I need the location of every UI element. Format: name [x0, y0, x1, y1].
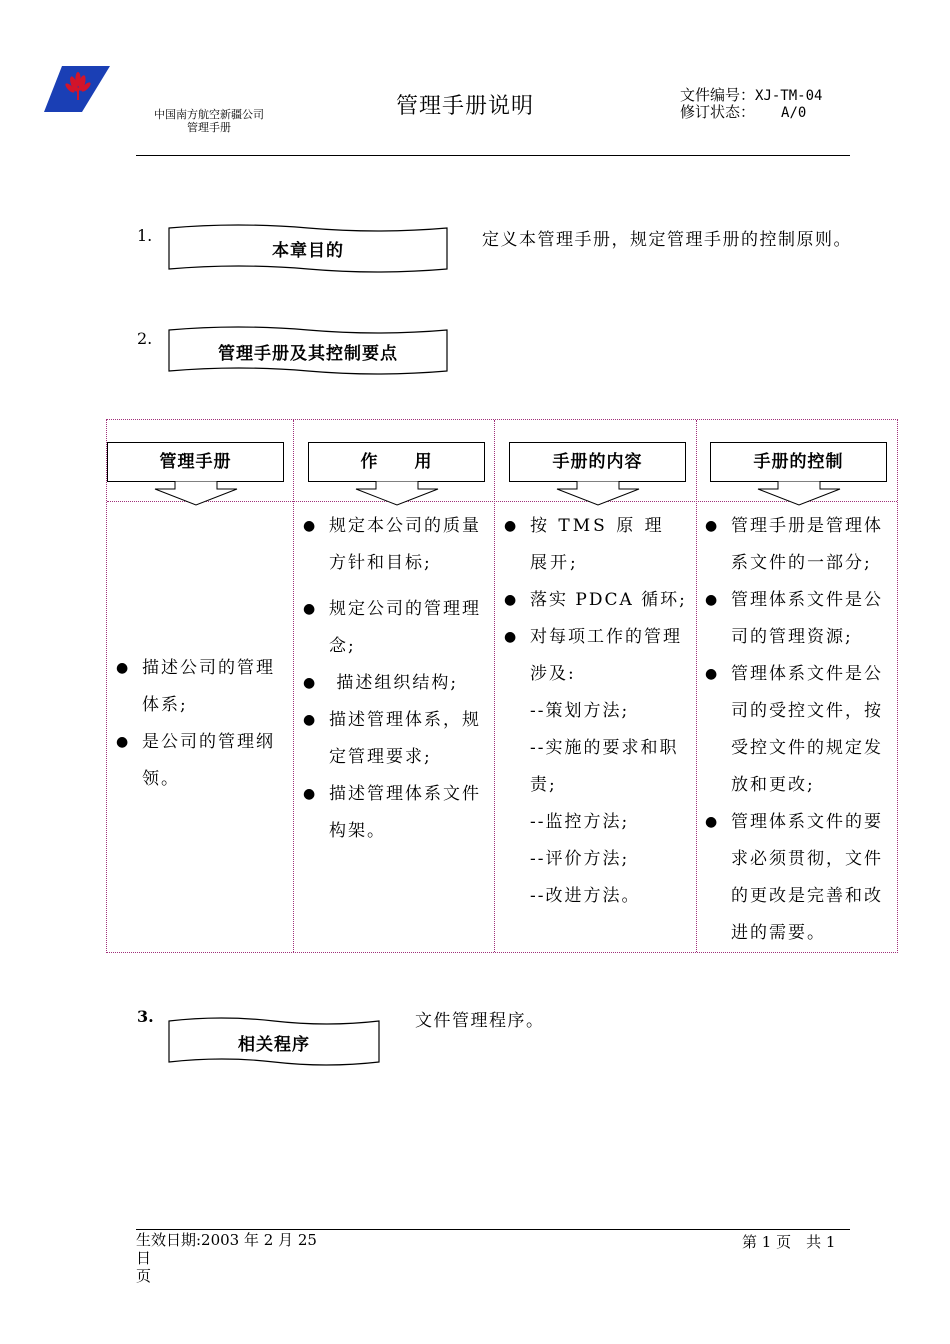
- column-control-content: [705, 508, 893, 952]
- list-item: ● 管理体系文件是公司的受控文件，按受控文件的规定发放和更改;: [705, 656, 893, 804]
- column-content-content: [504, 508, 690, 915]
- list-item: ● 管理体系文件是公司的管理资源;: [705, 582, 893, 656]
- table-divider: [293, 420, 294, 952]
- list-item: ● 是公司的管理纲领。: [116, 724, 288, 798]
- effective-date: 生效日期:2003 年 2 月 25 日: [136, 1231, 317, 1267]
- list-item: ● 描述组织结构;: [303, 665, 489, 702]
- revision-status-value: A/0: [781, 105, 807, 121]
- column-header-function: 作 用: [308, 442, 485, 482]
- list-item: ● 按 TMS 原 理 展开;: [504, 508, 690, 582]
- down-arrow-icon: [352, 481, 442, 507]
- control-points-table: [106, 419, 898, 953]
- down-arrow-icon: [754, 481, 844, 507]
- list-item: ● 描述公司的管理体系;: [116, 650, 288, 724]
- section-1-text: 定义本管理手册，规定管理手册的控制原则。: [482, 230, 852, 250]
- section-3-number: 3.: [137, 1007, 154, 1026]
- table-divider: [494, 420, 495, 952]
- footer-divider: [136, 1229, 850, 1230]
- column-header-content: 手册的内容: [509, 442, 686, 482]
- sub-item: --策划方法;: [530, 701, 630, 721]
- company-logo: [44, 66, 110, 112]
- footer-effective-date: [136, 1231, 336, 1285]
- list-item: ● 描述管理体系文件构架。: [303, 776, 489, 850]
- document-number-label: 文件编号：: [680, 86, 756, 104]
- column-function-content: [303, 508, 489, 850]
- revision-status-label: 修订状态：: [680, 103, 756, 121]
- page-title: 管理手册说明: [395, 94, 534, 119]
- list-item: ● 管理手册是管理体系文件的一部分;: [705, 508, 893, 582]
- down-arrow-icon: [151, 481, 241, 507]
- column-header-control: 手册的控制: [710, 442, 887, 482]
- section-1-banner: 本章目的: [272, 241, 344, 261]
- revision-status: [680, 104, 806, 122]
- list-item: ● 规定本公司的质量方针和目标;: [303, 508, 489, 582]
- section-3-banner: 相关程序: [238, 1035, 310, 1055]
- column-header-manual: 管理手册: [107, 442, 284, 482]
- header-divider: [136, 155, 850, 156]
- section-2-banner: 管理手册及其控制要点: [218, 344, 398, 364]
- sub-item: --改进方法。: [530, 886, 641, 906]
- list-item: ● 落实 PDCA 循环;: [504, 582, 690, 619]
- sub-item: --监控方法;: [530, 812, 630, 832]
- down-arrow-icon: [553, 481, 643, 507]
- section-1-number: 1.: [137, 226, 153, 245]
- section-3-text: 文件管理程序。: [415, 1011, 545, 1031]
- list-item: ● 描述管理体系，规定管理要求;: [303, 702, 489, 776]
- sub-item: --实施的要求和职责;: [530, 738, 679, 795]
- list-item: ● 管理体系文件的要求必须贯彻，文件的更改是完善和改进的需要。: [705, 804, 893, 952]
- footer-page-number: 第 1 页 共 1: [742, 1233, 836, 1251]
- column-manual-content: [116, 650, 288, 798]
- document-number-value: XJ-TM-04: [755, 88, 823, 104]
- list-item: ● 规定公司的管理理念;: [303, 591, 489, 665]
- sub-item: --评价方法;: [530, 849, 630, 869]
- list-item: ● 对每项工作的管理涉及:: [504, 619, 690, 693]
- company-name: 中国南方航空新疆公司: [154, 108, 264, 121]
- table-divider: [696, 420, 697, 952]
- page-suffix: 页: [136, 1267, 152, 1285]
- section-2-number: 2.: [137, 329, 153, 348]
- manual-subtitle: 管理手册: [187, 121, 231, 134]
